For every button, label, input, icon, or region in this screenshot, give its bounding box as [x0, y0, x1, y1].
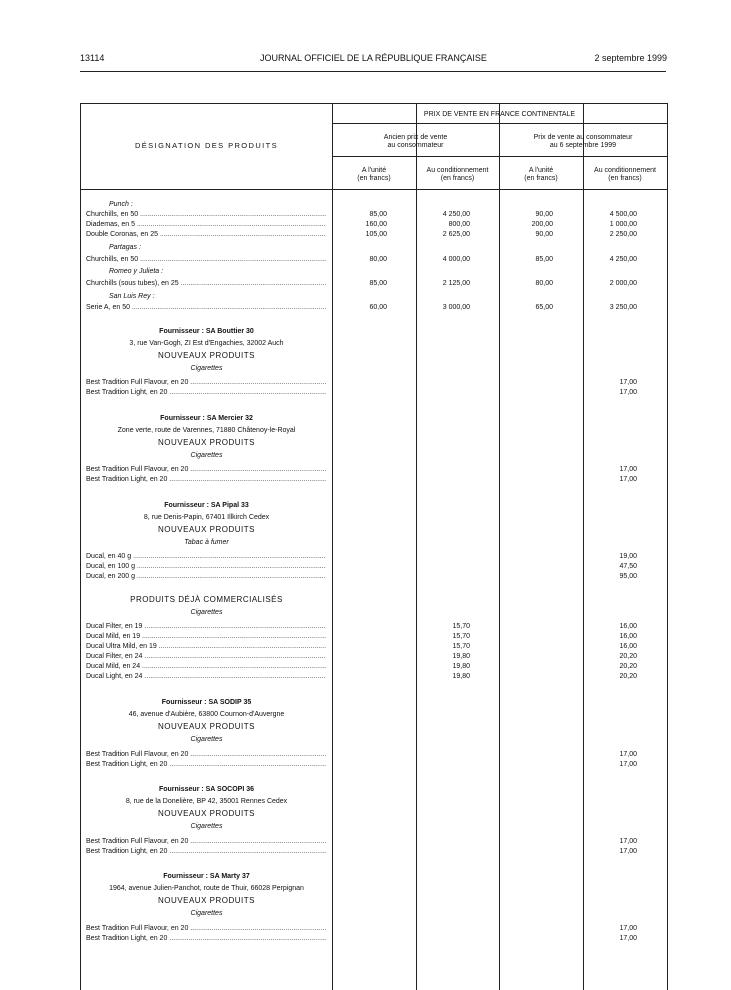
supplier-address: 8, rue Denis-Papin, 67401 Illkirch Cedex — [143, 514, 270, 521]
product-name: Best Tradition Full Flavour, en 20 — [86, 751, 189, 758]
product-name: Ducal, en 200 g — [86, 573, 136, 580]
pack-heading — [583, 167, 667, 183]
section-heading: NOUVEAUX PRODUITS — [158, 722, 255, 731]
price-cell: 3 250,00 — [609, 304, 637, 311]
price-table — [80, 103, 668, 990]
brand-heading: Romeo y Julieta : — [109, 268, 164, 275]
product-name: Best Tradition Full Flavour, en 20 — [86, 925, 189, 932]
product-label — [86, 210, 326, 220]
heading-line: (en francs) — [608, 175, 642, 182]
product-label — [86, 760, 326, 770]
price-cell: 2 000,00 — [609, 280, 637, 287]
price-heading: PRIX DE VENTE EN FRANCE CONTINENTALE — [423, 111, 576, 118]
price-cell: 4 250,00 — [609, 256, 637, 263]
product-label — [86, 642, 326, 652]
product-label — [86, 662, 326, 672]
product-label — [86, 562, 326, 572]
product-label — [86, 303, 326, 313]
price-cell: 90,00 — [535, 231, 553, 238]
header-divider — [332, 156, 667, 157]
table-row — [81, 847, 667, 857]
heading-line: Ancien prix de vente — [383, 134, 448, 141]
heading-line: Au conditionnement — [594, 167, 656, 174]
heading-line: au 6 septembre 1999 — [549, 142, 617, 149]
price-cell: 20,20 — [619, 653, 637, 660]
table-row — [81, 672, 667, 682]
price-cell: 105,00 — [365, 231, 387, 238]
table-row — [81, 230, 667, 240]
price-cell: 3 000,00 — [442, 304, 470, 311]
product-label — [86, 622, 326, 632]
price-cell: 160,00 — [365, 221, 387, 228]
category-heading: Tabac à fumer — [184, 539, 229, 546]
price-cell: 15,70 — [452, 643, 470, 650]
product-label — [86, 378, 326, 388]
heading-line: A l'unité — [528, 167, 554, 174]
supplier-address: 46, avenue d'Aubière, 63800 Cournon-d'Auvergne — [128, 711, 285, 718]
heading-line: (en francs) — [357, 175, 391, 182]
product-label — [86, 475, 326, 485]
price-cell: 17,00 — [619, 751, 637, 758]
product-label — [86, 230, 326, 240]
price-cell: 17,00 — [619, 848, 637, 855]
product-label — [86, 934, 326, 944]
price-cell: 17,00 — [619, 838, 637, 845]
heading-line: A l'unité — [361, 167, 387, 174]
price-cell: 4 250,00 — [442, 211, 470, 218]
product-name: Ducal Filter, en 19 — [86, 623, 143, 630]
table-row — [81, 210, 667, 220]
product-name: Churchills (sous tubes), en 25 — [86, 280, 179, 287]
price-cell: 80,00 — [535, 280, 553, 287]
page-number: 13114 — [80, 53, 105, 63]
product-name: Ducal, en 40 g — [86, 553, 132, 560]
price-cell: 4 500,00 — [609, 211, 637, 218]
header-rule — [80, 71, 666, 72]
supplier-name: Fournisseur : SA SOCOPI 36 — [158, 786, 255, 793]
heading-line: (en francs) — [440, 175, 475, 182]
price-cell: 19,80 — [452, 673, 470, 680]
price-cell: 16,00 — [619, 633, 637, 640]
product-label — [86, 652, 326, 662]
price-cell: 17,00 — [619, 476, 637, 483]
product-name: Ducal Mild, en 24 — [86, 663, 141, 670]
pack-heading — [416, 167, 499, 183]
supplier-name: Fournisseur : SA Pipal 33 — [164, 502, 249, 509]
supplier-name: Fournisseur : SA Mercier 32 — [160, 415, 253, 422]
price-cell: 2 625,00 — [442, 231, 470, 238]
product-name: Best Tradition Light, en 20 — [86, 761, 168, 768]
product-name: Ducal Mild, en 19 — [86, 633, 141, 640]
product-name: Best Tradition Light, en 20 — [86, 935, 168, 942]
category-heading: Cigarettes — [190, 452, 223, 459]
product-label — [86, 465, 326, 475]
supplier-address: 8, rue de la Donelière, BP 42, 35001 Rennes Cedex — [125, 798, 288, 805]
table-row — [81, 750, 667, 760]
price-cell: 60,00 — [369, 304, 387, 311]
price-cell: 85,00 — [535, 256, 553, 263]
brand-heading: Partagas : — [109, 244, 141, 251]
price-cell: 16,00 — [619, 643, 637, 650]
price-cell: 19,80 — [452, 663, 470, 670]
price-cell: 85,00 — [369, 280, 387, 287]
product-label — [86, 255, 326, 265]
category-heading: Cigarettes — [190, 910, 223, 917]
product-label — [86, 750, 326, 760]
publication-date: 2 septembre 1999 — [594, 53, 667, 63]
designation-heading: DÉSIGNATION DES PRODUITS — [134, 141, 279, 150]
product-label — [86, 847, 326, 857]
unit-heading — [499, 167, 583, 183]
supplier-address: 1964, avenue Julien-Panchot, route de Thuir, 66028 Perpignan — [109, 885, 304, 892]
product-label — [86, 924, 326, 934]
price-cell: 19,80 — [452, 653, 470, 660]
price-cell: 16,00 — [619, 623, 637, 630]
price-cell: 800,00 — [448, 221, 470, 228]
table-row — [81, 642, 667, 652]
product-name: Ducal Light, en 24 — [86, 673, 143, 680]
product-name: Ducal Filter, en 24 — [86, 653, 143, 660]
price-cell: 4 000,00 — [442, 256, 470, 263]
product-name: Best Tradition Full Flavour, en 20 — [86, 838, 189, 845]
product-name: Best Tradition Full Flavour, en 20 — [86, 379, 189, 386]
supplier-name: Fournisseur : SA Marty 37 — [163, 873, 250, 880]
price-cell: 2 250,00 — [609, 231, 637, 238]
price-cell: 15,70 — [452, 623, 470, 630]
table-row — [81, 552, 667, 562]
supplier-address: 3, rue Van-Gogh, ZI Est d'Engachies, 32002 Auch — [129, 340, 284, 347]
price-cell: 19,00 — [619, 553, 637, 560]
table-row — [81, 378, 667, 388]
table-row — [81, 924, 667, 934]
table-row — [81, 220, 667, 230]
price-cell: 1 000,00 — [609, 221, 637, 228]
product-name: Churchills, en 50 — [86, 211, 139, 218]
product-label — [86, 672, 326, 682]
table-row — [81, 632, 667, 642]
table-row — [81, 562, 667, 572]
section-heading: NOUVEAUX PRODUITS — [158, 809, 255, 818]
price-cell: 17,00 — [619, 379, 637, 386]
price-cell: 47,50 — [619, 563, 637, 570]
table-row — [81, 255, 667, 265]
section-heading: NOUVEAUX PRODUITS — [158, 896, 255, 905]
price-cell: 17,00 — [619, 935, 637, 942]
product-label — [86, 220, 326, 230]
price-cell: 95,00 — [619, 573, 637, 580]
product-name: Best Tradition Light, en 20 — [86, 476, 168, 483]
table-row — [81, 388, 667, 398]
product-label — [86, 632, 326, 642]
product-name: Serie A, en 50 — [86, 304, 130, 311]
product-label — [86, 552, 326, 562]
page-header — [80, 53, 667, 67]
product-label — [86, 837, 326, 847]
heading-line: au consommateur — [387, 142, 444, 149]
old-price-heading — [332, 134, 499, 150]
product-name: Ducal Ultra Mild, en 19 — [86, 643, 157, 650]
price-cell: 17,00 — [619, 925, 637, 932]
table-row — [81, 622, 667, 632]
price-cell: 90,00 — [535, 211, 553, 218]
category-heading: Cigarettes — [190, 609, 223, 616]
product-name: Diademas, en 5 — [86, 221, 136, 228]
category-heading: Cigarettes — [190, 823, 223, 830]
table-row — [81, 475, 667, 485]
brand-heading: Punch : — [109, 201, 133, 208]
table-row — [81, 279, 667, 289]
supplier-name: Fournisseur : SA Bouttier 30 — [159, 328, 254, 335]
product-label — [86, 279, 326, 289]
price-cell: 17,00 — [619, 389, 637, 396]
journal-title: JOURNAL OFFICIEL DE LA RÉPUBLIQUE FRANÇAISE — [260, 53, 487, 63]
table-row — [81, 652, 667, 662]
table-row — [81, 303, 667, 313]
section-heading: NOUVEAUX PRODUITS — [158, 351, 255, 360]
category-heading: Cigarettes — [190, 736, 223, 743]
section-heading: NOUVEAUX PRODUITS — [158, 525, 255, 534]
unit-heading — [332, 167, 416, 183]
product-label — [86, 572, 326, 582]
table-row — [81, 760, 667, 770]
price-cell: 17,00 — [619, 466, 637, 473]
section-heading: NOUVEAUX PRODUITS — [158, 438, 255, 447]
price-cell: 80,00 — [369, 256, 387, 263]
product-name: Double Coronas, en 25 — [86, 231, 158, 238]
price-cell: 65,00 — [535, 304, 553, 311]
product-name: Churchills, en 50 — [86, 256, 139, 263]
heading-line: Prix de vente au consommateur — [533, 134, 633, 141]
product-name: Best Tradition Light, en 20 — [86, 848, 168, 855]
product-name: Ducal, en 100 g — [86, 563, 136, 570]
price-cell: 85,00 — [369, 211, 387, 218]
product-name: Best Tradition Light, en 20 — [86, 389, 168, 396]
product-label — [86, 388, 326, 398]
heading-line: Au conditionnement — [426, 167, 489, 174]
table-row — [81, 662, 667, 672]
table-row — [81, 465, 667, 475]
price-cell: 200,00 — [531, 221, 553, 228]
table-row — [81, 572, 667, 582]
table-row — [81, 837, 667, 847]
heading-line: (en francs) — [524, 175, 558, 182]
table-row — [81, 934, 667, 944]
supplier-address: Zone verte, route de Varennes, 71880 Châtenoy-le-Royal — [117, 427, 296, 434]
new-price-heading — [499, 134, 667, 150]
price-cell: 20,20 — [619, 663, 637, 670]
section-heading: PRODUITS DÉJÀ COMMERCIALISÉS — [130, 595, 283, 604]
brand-heading: San Luis Rey : — [109, 293, 155, 300]
header-divider — [332, 123, 667, 124]
product-name: Best Tradition Full Flavour, en 20 — [86, 466, 189, 473]
supplier-name: Fournisseur : SA SODIP 35 — [161, 699, 252, 706]
price-cell: 2 125,00 — [442, 280, 470, 287]
price-cell: 17,00 — [619, 761, 637, 768]
price-cell: 20,20 — [619, 673, 637, 680]
price-cell: 15,70 — [452, 633, 470, 640]
header-divider — [81, 189, 667, 190]
category-heading: Cigarettes — [190, 365, 223, 372]
